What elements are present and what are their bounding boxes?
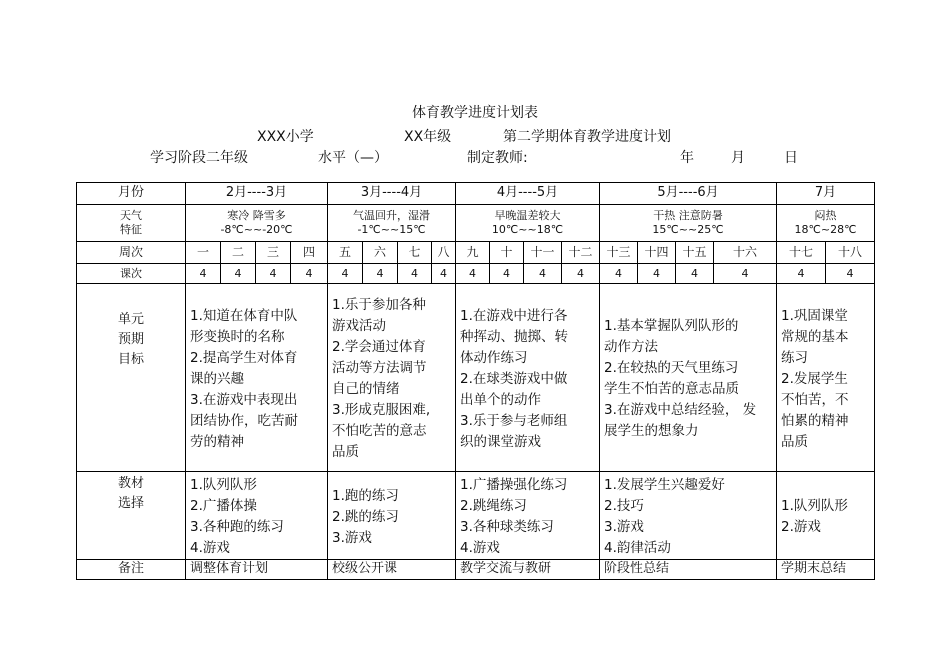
lesson-cell: 4: [562, 264, 600, 284]
week-cell: 六: [363, 242, 398, 264]
week-cell: 八: [432, 242, 456, 264]
lesson-cell: 4: [256, 264, 291, 284]
note-cell: 阶段性总结: [600, 560, 777, 580]
goal-cell: 1.在游戏中进行各 种挥动、抛掷、转 体动作练习 2.在球类游戏中做 出单个的动作 3.乐于参与老师组 织的课堂游戏: [456, 284, 600, 472]
week-cell: 二: [221, 242, 256, 264]
weather-header: 天气 特征: [77, 205, 186, 242]
week-cell: 一: [186, 242, 221, 264]
material-cell: 1.发展学生兴趣爱好 2.技巧 3.游戏 4.韵律活动: [600, 472, 777, 560]
week-cell: 十八: [826, 242, 875, 264]
document-title: 体育教学进度计划表: [412, 105, 538, 121]
week-row: [77, 242, 875, 264]
goal-row: [77, 284, 875, 472]
week-header: 周次: [77, 242, 186, 264]
month-cell: 5月----6月: [600, 183, 777, 205]
lesson-cell: 4: [826, 264, 875, 284]
month-cell: 7月: [777, 183, 875, 205]
goal-cell: 1.基本掌握队列队形的 动作方法 2.在较热的天气里练习 学生不怕苦的意志品质 3.在游戏中总结经验， 发 展学生的想象力: [600, 284, 777, 472]
weather-cell: 气温回升，湿滑 -1℃~~15℃: [328, 205, 456, 242]
stage-label: 学习阶段二年级: [150, 150, 248, 166]
lesson-cell: 4: [777, 264, 826, 284]
lesson-cell: 4: [490, 264, 524, 284]
material-row: [77, 472, 875, 560]
week-cell: 十二: [562, 242, 600, 264]
day-label: 日: [784, 150, 798, 166]
goal-header: 单元 预期 目标: [77, 284, 186, 472]
month-cell: 3月----4月: [328, 183, 456, 205]
weather-cell: 早晚温差较大 10℃~~18℃: [456, 205, 600, 242]
week-cell: 十七: [777, 242, 826, 264]
month-header: 月份: [77, 183, 186, 205]
week-cell: 五: [328, 242, 363, 264]
lesson-cell: 4: [600, 264, 638, 284]
month-label: 月: [731, 150, 745, 166]
week-cell: 十: [490, 242, 524, 264]
weather-cell: 寒冷 降雪多 -8℃~~-20℃: [186, 205, 328, 242]
lesson-cell: 4: [524, 264, 562, 284]
lesson-cell: 4: [291, 264, 328, 284]
month-row: [77, 183, 875, 205]
lesson-cell: 4: [432, 264, 456, 284]
week-cell: 十四: [638, 242, 676, 264]
note-cell: 教学交流与教研: [456, 560, 600, 580]
grade-label: XX年级: [404, 129, 452, 145]
material-header: 教材 选择: [77, 472, 186, 560]
weather-row: [77, 205, 875, 242]
teacher-label: 制定教师:: [467, 150, 528, 166]
week-cell: 九: [456, 242, 490, 264]
weather-cell: 闷热 18℃~28℃: [777, 205, 875, 242]
lesson-cell: 4: [456, 264, 490, 284]
note-cell: 调整体育计划: [186, 560, 328, 580]
lesson-cell: 4: [638, 264, 676, 284]
lesson-cell: 4: [714, 264, 777, 284]
note-header: 备注: [77, 560, 186, 580]
note-cell: 学期末总结: [777, 560, 875, 580]
lesson-row: [77, 264, 875, 284]
goal-cell: 1.乐于参加各种 游戏活动 2.学会通过体育 活动等方法调节 自己的情绪 3.形成克服困难, 不怕吃苦的意志 品质: [328, 284, 456, 472]
note-row: [77, 560, 875, 580]
lesson-cell: 4: [186, 264, 221, 284]
month-cell: 2月----3月: [186, 183, 328, 205]
material-cell: 1.广播操强化练习 2.跳绳练习 3.各种球类练习 4.游戏: [456, 472, 600, 560]
lesson-header: 课次: [77, 264, 186, 284]
week-cell: 三: [256, 242, 291, 264]
material-cell: 1.跑的练习 2.跳的练习 3.游戏: [328, 472, 456, 560]
goal-cell: 1.知道在体育中队 形变换时的名称 2.提高学生对体育 课的兴趣 3.在游戏中表现出 团结协作，吃苦耐 劳的精神: [186, 284, 328, 472]
material-cell: 1.队列队形 2.广播体操 3.各种跑的练习 4.游戏: [186, 472, 328, 560]
weather-cell: 干热 注意防暑 15℃~~25℃: [600, 205, 777, 242]
lesson-cell: 4: [221, 264, 256, 284]
progress-table: [76, 182, 875, 580]
week-cell: 十一: [524, 242, 562, 264]
plan-name: 第二学期体育教学进度计划: [503, 129, 671, 145]
lesson-cell: 4: [363, 264, 398, 284]
lesson-cell: 4: [328, 264, 363, 284]
school-name: XXX小学: [257, 129, 314, 145]
level-label: 水平（—）: [318, 150, 388, 166]
note-cell: 校级公开课: [328, 560, 456, 580]
week-cell: 十五: [676, 242, 714, 264]
year-label: 年: [680, 150, 694, 166]
month-cell: 4月----5月: [456, 183, 600, 205]
material-cell: 1.队列队形 2.游戏: [777, 472, 875, 560]
goal-cell: 1.巩固课堂 常规的基本 练习 2.发展学生 不怕苦，不 怕累的精神 品质: [777, 284, 875, 472]
week-cell: 四: [291, 242, 328, 264]
lesson-cell: 4: [676, 264, 714, 284]
lesson-cell: 4: [398, 264, 432, 284]
week-cell: 十六: [714, 242, 777, 264]
week-cell: 七: [398, 242, 432, 264]
week-cell: 十三: [600, 242, 638, 264]
